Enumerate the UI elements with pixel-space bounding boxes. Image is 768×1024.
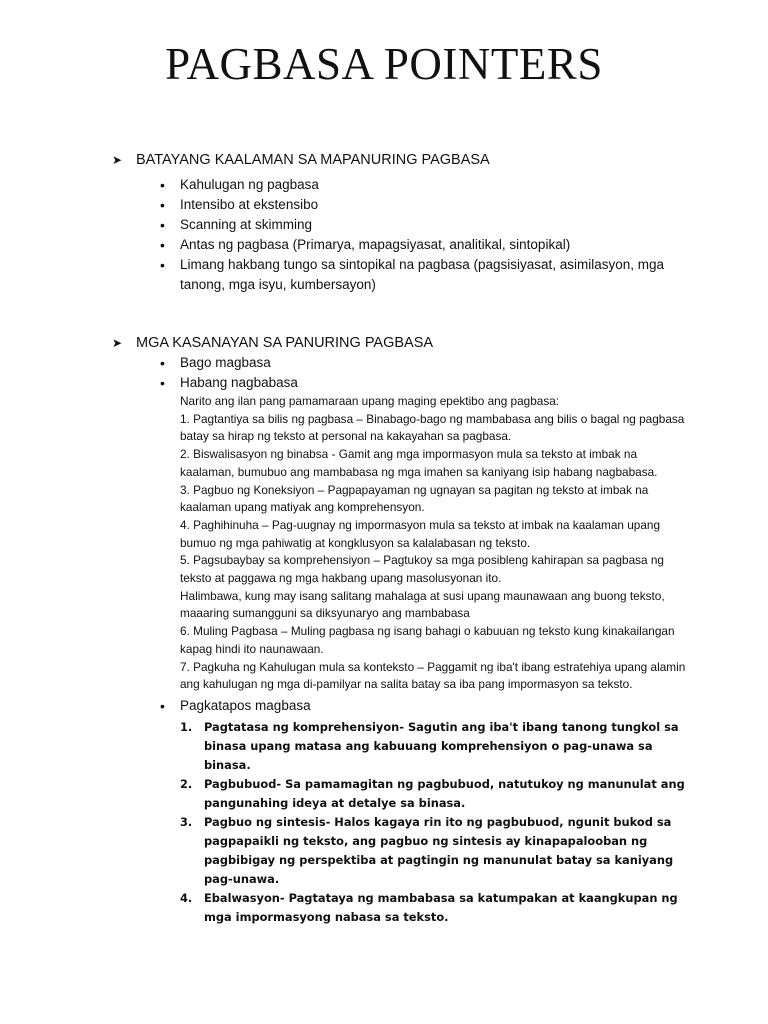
bullet-dot-icon: • xyxy=(160,237,165,253)
section-mga-kasanayan xyxy=(112,333,692,927)
arrow-bullet-icon: ➤ xyxy=(112,153,123,167)
list-item: • Kahulugan ng pagbasa xyxy=(160,177,319,193)
numbered-item: 3. Pagbuo ng sintesis- Halos kagaya rin ito ng pagbubuod, ngunit bukod sa pagpapaikli ng teksto, ang pagbuo ng sintesis ay kinapapalooban ng pagbibigay ng perspektiba at pagtingin ng manunulat batay sa kaniyang pag-unawa. xyxy=(180,814,674,886)
list-item: • Habang nagbabasa xyxy=(160,375,298,391)
numbered-list xyxy=(112,718,692,927)
bullet-dot-icon: • xyxy=(160,697,165,714)
arrow-bullet-icon: ➤ xyxy=(112,336,123,350)
numbered-item: 1. Pagtatasa ng komprehensiyon- Sagutin ang iba't ibang tanong tungkol sa binasa upang matasa ang kabuuang komprehensiyon o pag-unawa sa binasa. xyxy=(180,719,679,772)
page-title: PAGBASA POINTERS xyxy=(165,39,603,89)
section-batayang-kaalaman xyxy=(112,150,692,295)
section-heading-text: BATAYANG KAALAMAN SA MAPANURING PAGBASA xyxy=(136,152,490,168)
bullet-dot-icon: • xyxy=(160,355,165,371)
list-item: • Limang hakbang tungo sa sintopikal na pagbasa (pagsisiyasat, asimilasyon, mga tanong, mga isyu, kumbersayon) xyxy=(160,257,665,292)
paragraph: 7. Pagkuha ng Kahulugan mula sa konteksto – Paggamit ng iba't ibang estratehiya upang alamin ang kahulugan ng mga di-pamilyar na salita batay sa iba pang impormasyon sa teksto. xyxy=(180,659,686,692)
paragraph: 6. Muling Pagbasa – Muling pagbasa ng isang bahagi o kabuuan ng teksto kung kinakailangan kapag hindi ito naunawaan. xyxy=(180,624,675,656)
bullet-list xyxy=(112,353,692,393)
paragraph: Narito ang ilan pang pamamaraan upang maging epektibo ang pagbasa: xyxy=(180,394,560,408)
bullet-list xyxy=(112,696,692,716)
bullet-list xyxy=(112,175,692,295)
list-item: • Intensibo at ekstensibo xyxy=(160,197,319,213)
section-heading xyxy=(112,150,692,170)
numbered-item: 2. Pagbubuod- Sa pamamagitan ng pagbubuod, natutukoy ng manunulat ang pangunahing ideya at detalye sa binasa. xyxy=(180,776,685,810)
paragraph: 5. Pagsubaybay sa komprehensiyon – Pagtukoy sa mga posibleng kahirapan sa pagbasa ng teksto at paggawa ng mga hakbang upang masolusyonan ito. xyxy=(180,553,664,586)
bullet-dot-icon: • xyxy=(160,257,165,273)
during-reading-text xyxy=(112,393,692,694)
paragraph: 2. Biswalisasyon ng binabsa - Gamit ang mga impormasyon mula sa teksto at imbak na kaalaman, bumubuo ang mambabasa ng mga imahen sa kaniyang isip habang nagbabasa. xyxy=(180,447,658,479)
paragraph: Halimbawa, kung may isang salitang mahalaga at susi upang maunawaan ang buong teksto, maaaring sumangguni sa diksyunaryo ang mambabasa xyxy=(180,588,665,621)
list-item: • Scanning at skimming xyxy=(160,217,313,233)
section-heading xyxy=(112,333,692,353)
bullet-dot-icon: • xyxy=(160,177,165,193)
bullet-dot-icon: • xyxy=(160,197,165,213)
paragraph: 1. Pagtantiya sa bilis ng pagbasa – Binabago-bago ng mambabasa ang bilis o bagal ng pagbasa batay sa hirap ng teksto at personal na kakayahan sa pagbasa. xyxy=(180,411,685,444)
list-item: • Bago magbasa xyxy=(160,355,271,371)
bullet-dot-icon: • xyxy=(160,217,165,233)
list-item: • Pagkatapos magbasa xyxy=(160,697,311,714)
paragraph: 4. Paghihinuha – Pag-uugnay ng impormasyon mula sa teksto at imbak na kaalaman upang bumuo ng mga pahiwatig at kongklusyon sa kalalabasan ng teksto. xyxy=(180,517,661,550)
list-item: • Antas ng pagbasa (Primarya, mapagsiyasat, analitikal, sintopikal) xyxy=(160,237,571,253)
section-heading-text: MGA KASANAYAN SA PANURING PAGBASA xyxy=(136,335,434,351)
bullet-dot-icon: • xyxy=(160,375,165,391)
numbered-item: 4. Ebalwasyon- Pagtataya ng mambabasa sa katumpakan at kaangkupan ng mga impormasyong nabasa sa teksto. xyxy=(180,890,678,924)
paragraph: 3. Pagbuo ng Koneksiyon – Pagpapayaman ng ugnayan sa pagitan ng teksto at imbak na kaalaman upang matiyak ang komprehensyon. xyxy=(180,482,649,515)
